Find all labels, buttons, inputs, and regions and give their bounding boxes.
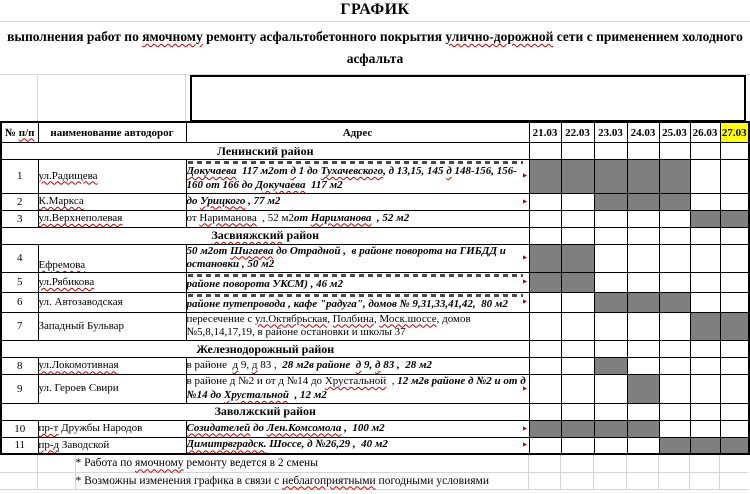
gantt-empty-cell (720, 420, 749, 437)
date-header-highlighted: 27.03 (720, 122, 749, 143)
district-label (1, 143, 529, 160)
district-section-row (1, 143, 749, 160)
misspelled-text: ул.Локомотивная (38, 359, 119, 372)
date-header: 22.03 (561, 122, 594, 143)
note-weather (75, 472, 528, 489)
misspelled-text: Тухачевского (320, 165, 384, 177)
gantt-empty-cell (659, 143, 690, 160)
address-text (187, 438, 529, 452)
text-run: 83 , 28 м2 (380, 359, 432, 372)
road-row (1, 273, 749, 293)
text-run: от (293, 211, 311, 224)
row-number: 6 (1, 292, 38, 312)
address-cell (186, 273, 529, 293)
gantt-empty-cell (529, 292, 561, 312)
misspelled-text: Урицкого (200, 194, 246, 207)
text-run: , 12 м2 (288, 388, 327, 401)
misspelled-text: неблагоприятными (282, 474, 376, 487)
text-run: до Отрадной , в районе поворота на ГИБДД и остановки , 50 м2 (186, 244, 509, 271)
row-number: 2 (1, 193, 38, 210)
misspelled-text: Шигаева (230, 244, 274, 257)
gantt-bar-cell (627, 292, 659, 312)
road-row (1, 193, 749, 210)
text-run: в районе (186, 359, 233, 372)
gantt-bar-cell (529, 420, 561, 437)
gantt-bar-cell (594, 292, 627, 312)
gantt-empty-cell (561, 341, 594, 358)
gantt-empty-cell (594, 273, 627, 293)
gantt-empty-cell (561, 375, 594, 404)
gantt-bar-cell (594, 420, 627, 437)
text-run: Западный Бульвар (38, 319, 125, 332)
gantt-empty-cell (529, 403, 561, 420)
gantt-bar-cell (690, 210, 720, 227)
gantt-empty-cell (627, 403, 659, 420)
gantt-bar-cell (720, 210, 749, 227)
text-run: сети с применением холодного асфальта (346, 29, 747, 66)
address-cell (186, 375, 529, 404)
gantt-empty-cell (594, 210, 627, 227)
gantt-bar-cell (659, 160, 690, 194)
gantt-bar-cell (690, 312, 720, 341)
text-run: , домов №5,8,14,17,19, в районе остановки и школы 37 (186, 312, 474, 339)
clipped-text-line (188, 294, 523, 297)
text-run: 83 , (257, 359, 283, 372)
road-row (1, 160, 749, 194)
road-row (1, 375, 749, 404)
misspelled-text: д (290, 165, 296, 177)
gantt-empty-cell (690, 375, 720, 404)
gantt-empty-cell (594, 437, 627, 454)
gantt-empty-cell (561, 312, 594, 341)
text-run: Ленинский район (217, 143, 314, 158)
misspelled-text: Хрустальной (324, 375, 387, 387)
date-header: 24.03 (627, 122, 659, 143)
overflow-marker-icon: ► (521, 440, 529, 449)
gantt-bar-cell (561, 244, 594, 273)
gantt-empty-cell (529, 227, 561, 244)
address-cell (186, 437, 529, 454)
text-run: 28 м2в районе (282, 359, 356, 372)
gantt-empty-cell (529, 341, 561, 358)
address-cell (186, 193, 529, 210)
misspelled-text: д (374, 359, 381, 372)
text-run: ул. Героев Свири (38, 382, 119, 395)
gantt-empty-cell (659, 375, 690, 404)
col-header-roads: наименование автодорог (38, 122, 186, 143)
gantt-bar-cell (561, 273, 594, 293)
address-text (187, 195, 529, 209)
district-label (1, 341, 529, 358)
gantt-empty-cell (594, 375, 627, 404)
gantt-empty-cell (659, 312, 690, 341)
district-section-row (1, 227, 749, 244)
misspelled-text: Засвияжский (211, 228, 284, 242)
schedule-table (0, 121, 750, 455)
text-run: * Работа по (75, 457, 135, 470)
gantt-empty-cell (690, 403, 720, 420)
misspelled-text: п/п (18, 126, 35, 139)
misspelled-text: улично-дорожной (445, 29, 554, 44)
gantt-empty-cell (720, 403, 749, 420)
text-run: 148-156, 156-160 от 166 до (186, 165, 517, 191)
gantt-empty-cell (720, 273, 749, 293)
gantt-empty-cell (720, 341, 749, 358)
gantt-empty-cell (720, 160, 749, 194)
clipped-text-line (188, 274, 523, 277)
road-name-cell (38, 420, 186, 437)
address-text (187, 313, 529, 341)
misspelled-text: ул.Октябрьская (255, 312, 328, 325)
row-number: 10 (1, 420, 38, 437)
gantt-empty-cell (659, 244, 690, 273)
gantt-empty-cell (529, 143, 561, 160)
gantt-bar-cell (594, 358, 627, 375)
gantt-bar-cell (627, 193, 659, 210)
text-run: Шоссе, д №26,29 , 40 м2 (266, 438, 388, 451)
text-run: в районе д №2 и от д №14 до (186, 375, 325, 387)
gantt-bar-cell (720, 437, 749, 454)
gantt-empty-cell (594, 227, 627, 244)
overflow-marker-icon: ► (521, 197, 529, 205)
gantt-empty-cell (659, 358, 690, 375)
schedule-content (0, 121, 750, 490)
address-text (187, 165, 529, 193)
gantt-empty-cell (720, 375, 749, 404)
district-label (1, 227, 529, 244)
misspelled-text: Лен.Комсомола (266, 421, 342, 434)
table-header-row (1, 122, 749, 143)
text-run: , 52 м2 (371, 211, 410, 224)
gantt-empty-cell (561, 358, 594, 375)
road-name-cell (38, 312, 186, 341)
text-run: Заволжский район (214, 404, 316, 418)
road-row (1, 210, 749, 227)
address-text (187, 359, 529, 373)
gantt-empty-cell (627, 143, 659, 160)
misspelled-text: д (355, 359, 362, 372)
gantt-empty-cell (690, 358, 720, 375)
text-run: ул. Автозаводская (38, 295, 123, 308)
district-label (1, 403, 529, 420)
text-run: пересечение с (186, 312, 256, 325)
gantt-empty-cell (720, 193, 749, 210)
misspelled-text: К.Маркса (38, 194, 84, 207)
col-header-address: Адрес (186, 122, 529, 143)
gantt-empty-cell (561, 193, 594, 210)
gantt-empty-cell (720, 244, 749, 273)
text-run: 12 м2в районе д №2 и от д №14 до (186, 375, 529, 401)
gantt-bar-cell (720, 312, 749, 341)
misspelled-text: ул.Верхнеполевая (38, 211, 123, 224)
text-run: 117 м2от (236, 165, 291, 177)
overflow-marker-icon: ► (521, 171, 529, 180)
text-run: Дружбы Народов (58, 421, 143, 434)
gantt-bar-cell (529, 160, 561, 194)
gantt-empty-cell (690, 420, 720, 437)
address-text (187, 422, 529, 436)
overflow-marker-icon: ► (521, 253, 529, 262)
road-name-cell (38, 437, 186, 454)
address-text (187, 375, 529, 403)
text-run: ремонту ведется в 2 смены (183, 457, 318, 470)
gantt-empty-cell (690, 341, 720, 358)
road-name-cell (38, 375, 186, 404)
text-run: выполнения работ по (7, 29, 143, 44)
road-row (1, 292, 749, 312)
overflow-marker-icon: ► (521, 277, 529, 286)
text-run: район (283, 228, 320, 242)
gantt-empty-cell (627, 312, 659, 341)
misspelled-text: д (232, 359, 239, 372)
date-header: 21.03 (529, 122, 561, 143)
gantt-empty-cell (529, 375, 561, 404)
road-row (1, 244, 749, 273)
misspelled-text: пр-д (38, 438, 60, 451)
row-number: 9 (1, 375, 38, 404)
address-text (187, 278, 529, 292)
road-name-cell (38, 273, 186, 293)
gantt-empty-cell (594, 244, 627, 273)
clipped-text-line (188, 161, 523, 164)
gantt-empty-cell (659, 341, 690, 358)
gantt-empty-cell (529, 437, 561, 454)
gantt-bar-cell (690, 437, 720, 454)
gantt-empty-cell (529, 193, 561, 210)
text-run: 50 м2от (186, 244, 231, 257)
text-run: , (386, 375, 398, 387)
row-number: 11 (1, 437, 38, 454)
gantt-empty-cell (561, 437, 594, 454)
address-cell (186, 420, 529, 437)
row-number: 4 (1, 244, 38, 273)
road-name-cell (38, 244, 186, 273)
gantt-bar-cell (659, 193, 690, 210)
text-run: , 100 м2 (341, 421, 385, 434)
misspelled-text: д (446, 165, 452, 177)
date-header: 23.03 (594, 122, 627, 143)
text-run: районе поворота УКСМ) , 46 м2 (186, 278, 343, 290)
gantt-empty-cell (627, 227, 659, 244)
address-text (187, 298, 529, 312)
gantt-empty-cell (561, 210, 594, 227)
gantt-empty-cell (627, 273, 659, 293)
address-cell (186, 312, 529, 341)
gantt-empty-cell (594, 403, 627, 420)
misspelled-text: Нариманова (310, 211, 372, 224)
row-number: 1 (1, 160, 38, 194)
text-run: 9, (361, 359, 375, 372)
gantt-empty-cell (720, 358, 749, 375)
note-row (0, 472, 748, 489)
text-run: , 52 м2 (256, 211, 294, 224)
gantt-empty-cell (561, 143, 594, 160)
page-title: ГРАФИК (340, 1, 410, 18)
address-cell (186, 160, 529, 194)
road-row (1, 358, 749, 375)
gantt-bar-cell (627, 160, 659, 194)
district-section-row (1, 403, 749, 420)
misspelled-text: Ефремова (38, 258, 86, 271)
text-run: до (186, 194, 201, 207)
faint-gridline (185, 75, 186, 121)
gantt-empty-cell (690, 160, 720, 194)
gantt-empty-cell (659, 210, 690, 227)
misspelled-text: ямочному (135, 457, 184, 470)
note-row (0, 455, 748, 472)
gantt-bar-cell (627, 375, 659, 404)
gantt-empty-cell (594, 341, 627, 358)
gantt-bar-cell (627, 420, 659, 437)
gantt-empty-cell (720, 227, 749, 244)
gantt-empty-cell (720, 143, 749, 160)
gantt-empty-cell (561, 292, 594, 312)
gantt-bar-cell (529, 273, 561, 293)
gantt-empty-cell (659, 403, 690, 420)
misspelled-text: Хрустальной (224, 388, 289, 401)
gantt-empty-cell (561, 227, 594, 244)
gantt-bar-cell (561, 420, 594, 437)
overflow-marker-icon: ► (521, 424, 529, 432)
road-name-cell (38, 292, 186, 312)
text-run: , д 13,15, 145 (383, 165, 447, 177)
note-shifts (75, 455, 528, 472)
text-run: № (4, 126, 19, 139)
text-run: ремонту асфальтобетонного покрытия (202, 29, 446, 44)
gantt-empty-cell (690, 193, 720, 210)
gantt-empty-cell (627, 437, 659, 454)
overflow-marker-icon: ► (521, 297, 529, 306)
gantt-empty-cell (690, 292, 720, 312)
row-number: 8 (1, 358, 38, 375)
text-run: , 77 м2 (245, 194, 281, 207)
gantt-empty-cell (594, 143, 627, 160)
address-cell (186, 358, 529, 375)
gantt-bar-cell (561, 160, 594, 194)
row-number: 3 (1, 210, 38, 227)
date-range-box (190, 75, 746, 122)
gantt-empty-cell (690, 143, 720, 160)
gantt-empty-cell (529, 358, 561, 375)
address-cell (186, 292, 529, 312)
gantt-empty-cell (690, 227, 720, 244)
gantt-empty-cell (627, 210, 659, 227)
gantt-bar-cell (659, 437, 690, 454)
text-run: , (373, 312, 380, 325)
road-name-cell (38, 358, 186, 375)
address-text (187, 212, 529, 226)
gantt-empty-cell (659, 227, 690, 244)
text-run: 1 до (295, 165, 321, 177)
gantt-empty-cell (529, 210, 561, 227)
misspelled-text: Нариманова (199, 211, 257, 224)
gantt-empty-cell (690, 273, 720, 293)
gantt-bar-cell (594, 160, 627, 194)
row-number: 5 (1, 273, 38, 293)
text-run: 9, (238, 359, 252, 372)
text-run: до (250, 421, 267, 434)
gantt-empty-cell (627, 244, 659, 273)
gantt-bar-cell (594, 193, 627, 210)
road-name-cell (38, 193, 186, 210)
misspelled-text: Докучаева (255, 178, 306, 191)
misspelled-text: ямочному (142, 29, 203, 44)
misspelled-text: Докучаева (186, 165, 237, 177)
gantt-empty-cell (561, 403, 594, 420)
gantt-empty-cell (627, 358, 659, 375)
text-run: Железнодорожный район (196, 341, 335, 356)
misspelled-text: д (251, 359, 258, 372)
gantt-empty-cell (720, 292, 749, 312)
road-name-cell (38, 210, 186, 227)
road-row (1, 437, 749, 454)
gantt-empty-cell (627, 341, 659, 358)
gantt-empty-cell (529, 312, 561, 341)
row-number: 7 (1, 312, 38, 341)
misspelled-text: ул.Рябикова (38, 275, 95, 288)
gantt-bar-cell (529, 244, 561, 273)
gantt-empty-cell (659, 420, 690, 437)
text-run: районе путепровода , кафе "радуга", домов № 9,31,33,41,42, 80 м2 (186, 297, 508, 310)
faint-gridline (37, 75, 38, 121)
col-header-num (1, 122, 38, 143)
notes-area (0, 455, 748, 490)
text-run: погодными условиями (375, 474, 489, 487)
address-text (187, 245, 529, 273)
gantt-empty-cell (659, 273, 690, 293)
misspelled-text: ул.Радищева (38, 169, 98, 182)
text-run: от (186, 211, 200, 224)
misspelled-text: Созидателей (186, 421, 251, 434)
text-run: 117 м2 (305, 178, 343, 191)
district-section-row (1, 341, 749, 358)
address-cell (186, 210, 529, 227)
misspelled-text: Моск.шоссе (379, 312, 437, 325)
road-row (1, 420, 749, 437)
road-row (1, 312, 749, 341)
address-cell (186, 244, 529, 273)
misspelled-text: пр-т (38, 421, 59, 434)
gantt-empty-cell (594, 312, 627, 341)
misspelled-text: Димитрвградск. (186, 438, 267, 451)
gantt-bar-cell (659, 292, 690, 312)
overflow-marker-icon: ► (521, 384, 529, 393)
faint-gridline (0, 21, 750, 22)
date-header: 25.03 (659, 122, 690, 143)
page-subtitle (0, 26, 750, 69)
date-header: 26.03 (690, 122, 720, 143)
text-run: Заводской (59, 438, 110, 451)
gantt-empty-cell (690, 244, 720, 273)
misspelled-text: Полбина (332, 312, 374, 325)
road-name-cell (38, 160, 186, 194)
text-run: , (327, 312, 333, 325)
text-run: * Возможны изменения графика в связи с (75, 474, 283, 487)
